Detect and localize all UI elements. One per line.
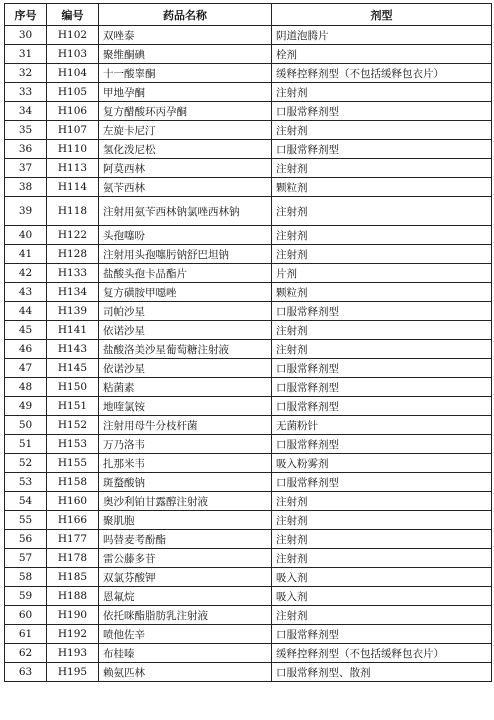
cell-no: 37: [5, 159, 47, 178]
cell-dosage-form: 口服常释剂型、散剂: [272, 663, 492, 682]
table-row: [5, 45, 492, 64]
cell-code: H143: [47, 340, 99, 359]
table-row: [5, 140, 492, 159]
cell-no: 35: [5, 121, 47, 140]
table-row: [5, 511, 492, 530]
cell-drug-name: 聚肌胞: [99, 511, 272, 530]
cell-no: 40: [5, 226, 47, 245]
cell-drug-name: 赖氨匹林: [99, 663, 272, 682]
cell-code: H107: [47, 121, 99, 140]
cell-drug-name: 阿莫西林: [99, 159, 272, 178]
cell-dosage-form: 无菌粉针: [272, 416, 492, 435]
cell-code: H192: [47, 625, 99, 644]
cell-no: 44: [5, 302, 47, 321]
table-row: [5, 568, 492, 587]
cell-code: H185: [47, 568, 99, 587]
table-row: [5, 340, 492, 359]
cell-no: 43: [5, 283, 47, 302]
cell-dosage-form: 吸入粉雾剂: [272, 454, 492, 473]
cell-drug-name: 头孢噻吩: [99, 226, 272, 245]
table-row: [5, 283, 492, 302]
cell-dosage-form: 口服常释剂型: [272, 397, 492, 416]
cell-code: H152: [47, 416, 99, 435]
table-row: [5, 397, 492, 416]
cell-dosage-form: 口服常释剂型: [272, 378, 492, 397]
cell-no: 38: [5, 178, 47, 197]
cell-dosage-form: 口服常释剂型: [272, 359, 492, 378]
cell-no: 58: [5, 568, 47, 587]
cell-code: H178: [47, 549, 99, 568]
cell-code: H139: [47, 302, 99, 321]
cell-dosage-form: 颗粒剂: [272, 283, 492, 302]
cell-dosage-form: 注射剂: [272, 549, 492, 568]
cell-code: H133: [47, 264, 99, 283]
table-header-row: [5, 4, 492, 26]
cell-dosage-form: 口服常释剂型: [272, 473, 492, 492]
table-row: [5, 530, 492, 549]
cell-no: 48: [5, 378, 47, 397]
table-row: [5, 178, 492, 197]
cell-dosage-form: 注射剂: [272, 340, 492, 359]
table-row: [5, 245, 492, 264]
table-row: [5, 359, 492, 378]
table-row: [5, 197, 492, 226]
cell-no: 32: [5, 64, 47, 83]
table-row: [5, 416, 492, 435]
table-row: [5, 378, 492, 397]
cell-code: H128: [47, 245, 99, 264]
cell-no: 55: [5, 511, 47, 530]
table-row: [5, 83, 492, 102]
cell-drug-name: 粘菌素: [99, 378, 272, 397]
cell-no: 60: [5, 606, 47, 625]
cell-drug-name: 氨苄西林: [99, 178, 272, 197]
table-row: [5, 473, 492, 492]
table-row: [5, 606, 492, 625]
table-row: [5, 26, 492, 45]
cell-no: 33: [5, 83, 47, 102]
cell-code: H158: [47, 473, 99, 492]
table-row: [5, 435, 492, 454]
cell-drug-name: 雷公藤多苷: [99, 549, 272, 568]
cell-dosage-form: 栓剂: [272, 45, 492, 64]
cell-dosage-form: 注射剂: [272, 121, 492, 140]
cell-drug-name: 依诺沙星: [99, 321, 272, 340]
cell-no: 41: [5, 245, 47, 264]
cell-code: H160: [47, 492, 99, 511]
cell-code: H103: [47, 45, 99, 64]
cell-code: H141: [47, 321, 99, 340]
drug-table: [4, 3, 492, 682]
cell-dosage-form: 注射剂: [272, 606, 492, 625]
cell-drug-name: 注射用母牛分枝杆菌: [99, 416, 272, 435]
cell-drug-name: 司帕沙星: [99, 302, 272, 321]
cell-dosage-form: 注射剂: [272, 197, 492, 226]
table-row: [5, 102, 492, 121]
cell-code: H113: [47, 159, 99, 178]
cell-drug-name: 双唑泰: [99, 26, 272, 45]
cell-dosage-form: 阴道泡腾片: [272, 26, 492, 45]
table-row: [5, 64, 492, 83]
cell-no: 59: [5, 587, 47, 606]
cell-code: H114: [47, 178, 99, 197]
table-body: [5, 26, 492, 682]
cell-drug-name: 依诺沙星: [99, 359, 272, 378]
cell-code: H118: [47, 197, 99, 226]
cell-no: 45: [5, 321, 47, 340]
cell-dosage-form: 注射剂: [272, 492, 492, 511]
cell-no: 54: [5, 492, 47, 511]
cell-dosage-form: 片剂: [272, 264, 492, 283]
cell-code: H190: [47, 606, 99, 625]
cell-no: 36: [5, 140, 47, 159]
table-row: [5, 159, 492, 178]
cell-no: 34: [5, 102, 47, 121]
cell-no: 49: [5, 397, 47, 416]
cell-drug-name: 十一酸睾酮: [99, 64, 272, 83]
cell-dosage-form: 注射剂: [272, 83, 492, 102]
cell-code: H155: [47, 454, 99, 473]
cell-no: 50: [5, 416, 47, 435]
table-row: [5, 663, 492, 682]
cell-code: H122: [47, 226, 99, 245]
cell-code: H177: [47, 530, 99, 549]
cell-dosage-form: 吸入剂: [272, 568, 492, 587]
cell-no: 47: [5, 359, 47, 378]
table-row: [5, 492, 492, 511]
cell-code: H104: [47, 64, 99, 83]
cell-code: H145: [47, 359, 99, 378]
table-row: [5, 587, 492, 606]
cell-no: 62: [5, 644, 47, 663]
header-code: 编号: [47, 4, 99, 26]
cell-no: 56: [5, 530, 47, 549]
cell-drug-name: 地喹氯铵: [99, 397, 272, 416]
cell-drug-name: 盐酸洛美沙星葡萄糖注射液: [99, 340, 272, 359]
cell-drug-name: 布桂嗪: [99, 644, 272, 663]
cell-drug-name: 注射用氨苄西林钠氯唑西林钠: [99, 197, 272, 226]
cell-no: 30: [5, 26, 47, 45]
table-row: [5, 454, 492, 473]
cell-code: H151: [47, 397, 99, 416]
cell-drug-name: 左旋卡尼汀: [99, 121, 272, 140]
cell-dosage-form: 颗粒剂: [272, 178, 492, 197]
cell-code: H166: [47, 511, 99, 530]
cell-no: 31: [5, 45, 47, 64]
cell-no: 53: [5, 473, 47, 492]
table-row: [5, 321, 492, 340]
cell-code: H134: [47, 283, 99, 302]
cell-dosage-form: 吸入剂: [272, 587, 492, 606]
cell-code: H193: [47, 644, 99, 663]
cell-drug-name: 奥沙利铂甘露醇注射液: [99, 492, 272, 511]
cell-no: 42: [5, 264, 47, 283]
cell-drug-name: 扎那米韦: [99, 454, 272, 473]
cell-code: H150: [47, 378, 99, 397]
cell-dosage-form: 缓释控释剂型（不包括缓释包衣片）: [272, 64, 492, 83]
cell-code: H106: [47, 102, 99, 121]
cell-drug-name: 喷他佐辛: [99, 625, 272, 644]
cell-no: 52: [5, 454, 47, 473]
cell-no: 51: [5, 435, 47, 454]
header-name: 药品名称: [99, 4, 272, 26]
cell-dosage-form: 口服常释剂型: [272, 435, 492, 454]
cell-drug-name: 双氯芬酸钾: [99, 568, 272, 587]
cell-dosage-form: 注射剂: [272, 159, 492, 178]
cell-code: H105: [47, 83, 99, 102]
table-row: [5, 302, 492, 321]
cell-drug-name: 注射用头孢噻肟钠舒巴坦钠: [99, 245, 272, 264]
cell-no: 57: [5, 549, 47, 568]
cell-dosage-form: 口服常释剂型: [272, 625, 492, 644]
cell-no: 61: [5, 625, 47, 644]
cell-drug-name: 斑蝥酸钠: [99, 473, 272, 492]
cell-dosage-form: 口服常释剂型: [272, 140, 492, 159]
cell-drug-name: 复方磺胺甲噁唑: [99, 283, 272, 302]
cell-drug-name: 氢化泼尼松: [99, 140, 272, 159]
cell-dosage-form: 口服常释剂型: [272, 302, 492, 321]
cell-code: H195: [47, 663, 99, 682]
cell-no: 63: [5, 663, 47, 682]
table-row: [5, 644, 492, 663]
cell-code: H110: [47, 140, 99, 159]
cell-dosage-form: 注射剂: [272, 245, 492, 264]
table-row: [5, 226, 492, 245]
cell-drug-name: 甲地孕酮: [99, 83, 272, 102]
cell-dosage-form: 口服常释剂型: [272, 102, 492, 121]
table-row: [5, 549, 492, 568]
cell-drug-name: 聚维酮碘: [99, 45, 272, 64]
cell-drug-name: 万乃洛韦: [99, 435, 272, 454]
cell-drug-name: 复方醋酸环丙孕酮: [99, 102, 272, 121]
cell-no: 39: [5, 197, 47, 226]
table-row: [5, 625, 492, 644]
header-form: 剂型: [272, 4, 492, 26]
cell-dosage-form: 注射剂: [272, 511, 492, 530]
cell-drug-name: 恩氟烷: [99, 587, 272, 606]
table-row: [5, 264, 492, 283]
cell-code: H153: [47, 435, 99, 454]
cell-dosage-form: 缓释控释剂型（不包括缓释包衣片）: [272, 644, 492, 663]
cell-drug-name: 依托咪酯脂肪乳注射液: [99, 606, 272, 625]
table-row: [5, 121, 492, 140]
cell-code: H188: [47, 587, 99, 606]
cell-no: 46: [5, 340, 47, 359]
header-no: 序号: [5, 4, 47, 26]
cell-code: H102: [47, 26, 99, 45]
cell-dosage-form: 注射剂: [272, 226, 492, 245]
cell-drug-name: 吗替麦考酚酯: [99, 530, 272, 549]
cell-dosage-form: 注射剂: [272, 321, 492, 340]
cell-drug-name: 盐酸头孢卡品酯片: [99, 264, 272, 283]
cell-dosage-form: 注射剂: [272, 530, 492, 549]
